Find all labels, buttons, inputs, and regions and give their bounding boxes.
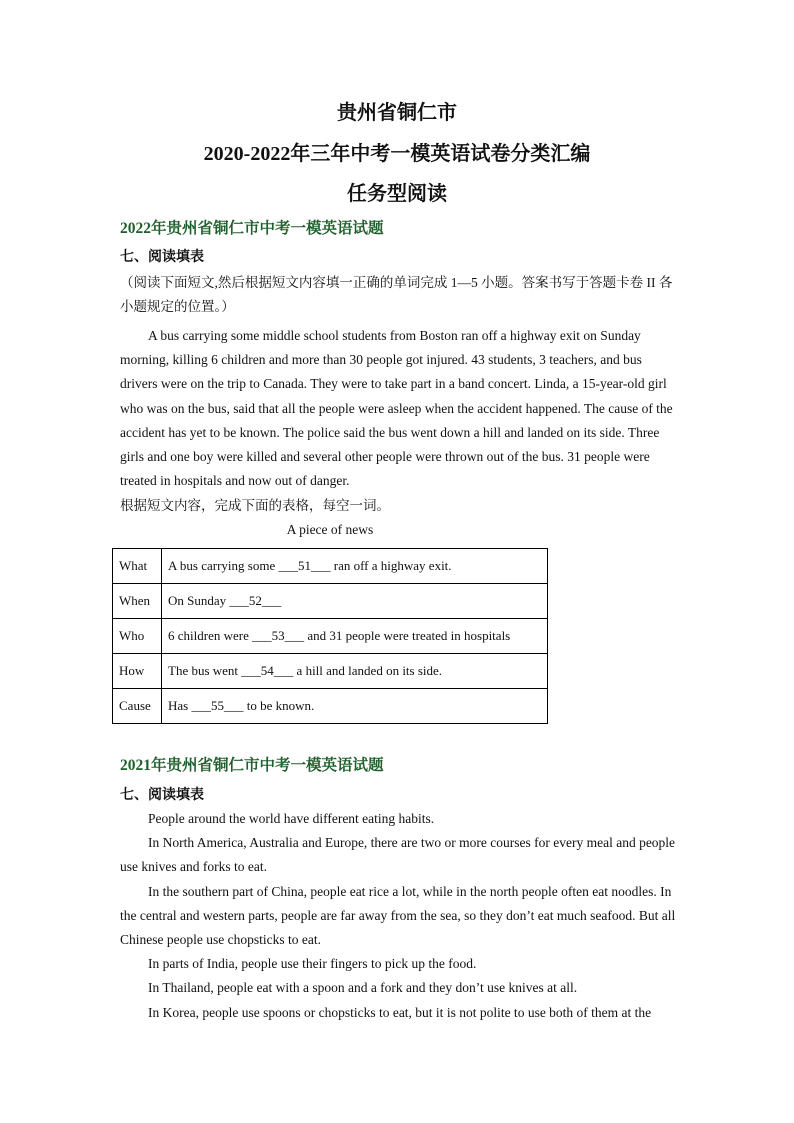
section-2022-subtitle: 七、阅读填表 [120,250,204,265]
answer-blank: ___52___ [229,593,282,608]
row-content: On Sunday ___52___ [162,584,548,619]
answer-blank: ___54___ [241,663,294,678]
answer-blank: ___51___ [278,558,331,573]
doc-title-topic: 任务型阅读 [347,183,447,205]
section-2022-title: 2022年贵州省铜仁市中考一模英语试题 [120,220,384,237]
section-2021-paragraph-4: In parts of India, people use their fingers to pick up the food. [148,956,477,971]
row-content: Has ___55___ to be known. [162,689,548,724]
section-2021-paragraph-6: In Korea, people use spoons or chopsticks to eat, but it is not polite to use both of them at the [148,1005,652,1020]
row-label: What [113,549,162,584]
section-2021-subtitle: 七、阅读填表 [120,788,204,803]
row-content: A bus carrying some ___51___ ran off a highway exit. [162,549,548,584]
answer-blank: ___53___ [252,628,305,643]
row-label: How [113,654,162,689]
answer-blank: ___55___ [191,698,244,713]
row-label: When [113,584,162,619]
table-row [113,549,548,584]
news-table-caption: A piece of news [286,522,374,537]
section-2021-paragraph-5: In Thailand, people eat with a spoon and a fork and they don’t use knives at all. [148,980,578,995]
section-2022-task: 根据短文内容，完成下面的表格，每空一词。 [120,498,390,513]
section-2022-passage: A bus carrying some middle school students from Boston ran off a highway exit on Sunday morning, killing 6 children and more than 30 people got injured. 43 students, 3 teachers, and bus drivers were on the trip to Canada. They were to take part in a band concert. Linda, a 15-year-old girl who was on the bus, said that all the people were asleep when the accident happened. The cause of the accident has yet to be known. The police said the bus went down a hill and landed on its side. Three girls and one boy were killed and several other people were thrown out of the bus. 31 people were treated in hospitals and now out of danger. [120,328,673,489]
section-2021-paragraph-1: People around the world have different eating habits. [148,811,435,826]
news-table [112,548,548,724]
table-row [113,584,548,619]
row-label: Who [113,619,162,654]
section-2021-title: 2021年贵州省铜仁市中考一模英语试题 [120,757,384,774]
row-label: Cause [113,689,162,724]
section-2021-paragraph-2: In North America, Australia and Europe, there are two or more courses for every meal and people use knives and forks to eat. [120,835,676,875]
table-row [113,654,548,689]
doc-title-main: 2020-2022年三年中考一模英语试卷分类汇编 [203,143,591,165]
section-2021-paragraph-3: In the southern part of China, people eat rice a lot, while in the north people often eat noodles. In the central and western parts, people are far away from the sea, so they don’t eat much seafood. But all Chinese people use chopsticks to eat. [120,884,676,948]
row-content: 6 children were ___53___ and 31 people were treated in hospitals [162,619,548,654]
doc-title-city: 贵州省铜仁市 [337,102,457,124]
table-row [113,689,548,724]
row-content: The bus went ___54___ a hill and landed on its side. [162,654,548,689]
table-row [113,619,548,654]
section-2022-instruction: （阅读下面短文,然后根据短文内容填一正确的单词完成 1—5 小题。答案书写于答题卡卷 II 各小题规定的位置。） [120,275,673,315]
